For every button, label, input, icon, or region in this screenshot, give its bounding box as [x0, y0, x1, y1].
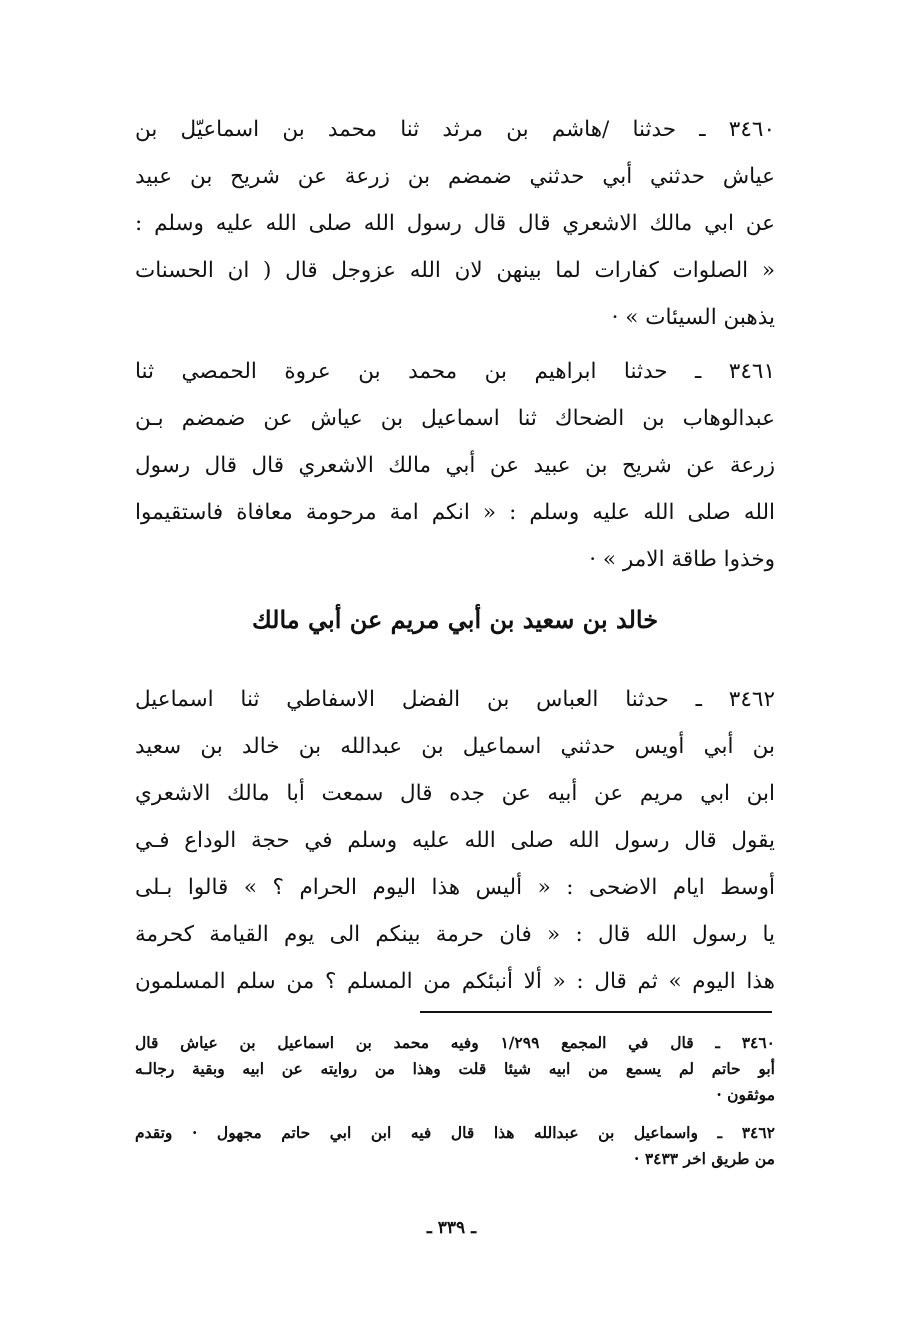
hadith-3460 [135, 106, 775, 341]
text-line: ابن ابي مريم عن أبيه عن جده قال سمعت أبا مالك الاشعري [135, 781, 775, 806]
text-line: يقول قال رسول الله صلى الله عليه وسلم في حجة الوداع فـي [135, 828, 775, 853]
footnote-line: ٣٤٦٠ ـ قال في المجمع ١/٢٩٩ وفيه محمد بن اسماعيل بن عياش قال [135, 1033, 775, 1052]
text-line: عن ابي مالك الاشعري قال قال رسول الله صلى الله عليه وسلم : [135, 211, 775, 236]
text-line: ٣٤٦٢ ـ حدثنا العباس بن الفضل الاسفاطي ثنا اسماعيل [135, 687, 775, 712]
text-line: « الصلوات كفارات لما بينهن لان الله عزوجل قال ( ان الحسنات [135, 258, 775, 283]
section-title: خالد بن سعيد بن أبي مريم عن أبي مالك [251, 605, 659, 634]
footnote-3460 [135, 1030, 775, 1108]
footnote-divider [420, 1011, 772, 1013]
text-line: زرعة عن شريح بن عبيد عن أبي مالك الاشعري قال قال رسول [135, 453, 775, 478]
text-line: ٣٤٦١ ـ حدثنا ابراهيم بن محمد بن عروة الحمصي ثنا [135, 359, 775, 384]
page-number: ـ ٣٣٩ ـ [426, 1218, 477, 1238]
footnote-gap [135, 1108, 775, 1120]
text-line: يذهبن السيئات » · [611, 305, 775, 330]
footnote-3462 [135, 1120, 775, 1172]
text-line: أوسط ايام الاضحى : « أليس هذا اليوم الحرام ؟ » قالوا بـلى [135, 875, 775, 900]
text-line: عياش حدثني أبي حدثني ضمضم بن زرعة عن شريح بن عبيد [135, 164, 775, 189]
footnote-line: من طريق اخر ٣٤٣٣ · [634, 1149, 775, 1168]
hadith-3462 [135, 676, 775, 1005]
text-line: وخذوا طاقة الامر » · [589, 547, 775, 572]
footnotes [135, 1030, 775, 1172]
text-line: يا رسول الله قال : « فان حرمة بينكم الى يوم القيامة كحرمة [135, 922, 775, 947]
text-line: هذا اليوم » ثم قال : « ألا أنبئكم من المسلم ؟ من سلم المسلمون [135, 969, 775, 994]
text-line: الله صلى الله عليه وسلم : « انكم امة مرحومة معافاة فاستقيموا [135, 500, 775, 525]
text-line: بن أبي أويس حدثني اسماعيل بن عبدالله بن خالد بن سعيد [135, 734, 775, 759]
footnote-line: ٣٤٦٢ ـ واسماعيل بن عبدالله هذا قال فيه ابن ابي حاتم مجهول · وتقدم [135, 1123, 775, 1142]
footnote-line: موثقون · [716, 1085, 775, 1104]
text-line: عبدالوهاب بن الضحاك ثنا اسماعيل بن عياش عن ضمضم بـن [135, 406, 775, 431]
footnote-line: أبو حاتم لم يسمع من ابيه شيئا قلت وهذا من روايته عن ابيه وبقية رجالـه [135, 1059, 775, 1078]
text-line: ٣٤٦٠ ـ حدثنا /هاشم بن مرثد ثنا محمد بن اسماعيّل بن [135, 117, 775, 142]
hadith-3461 [135, 348, 775, 583]
